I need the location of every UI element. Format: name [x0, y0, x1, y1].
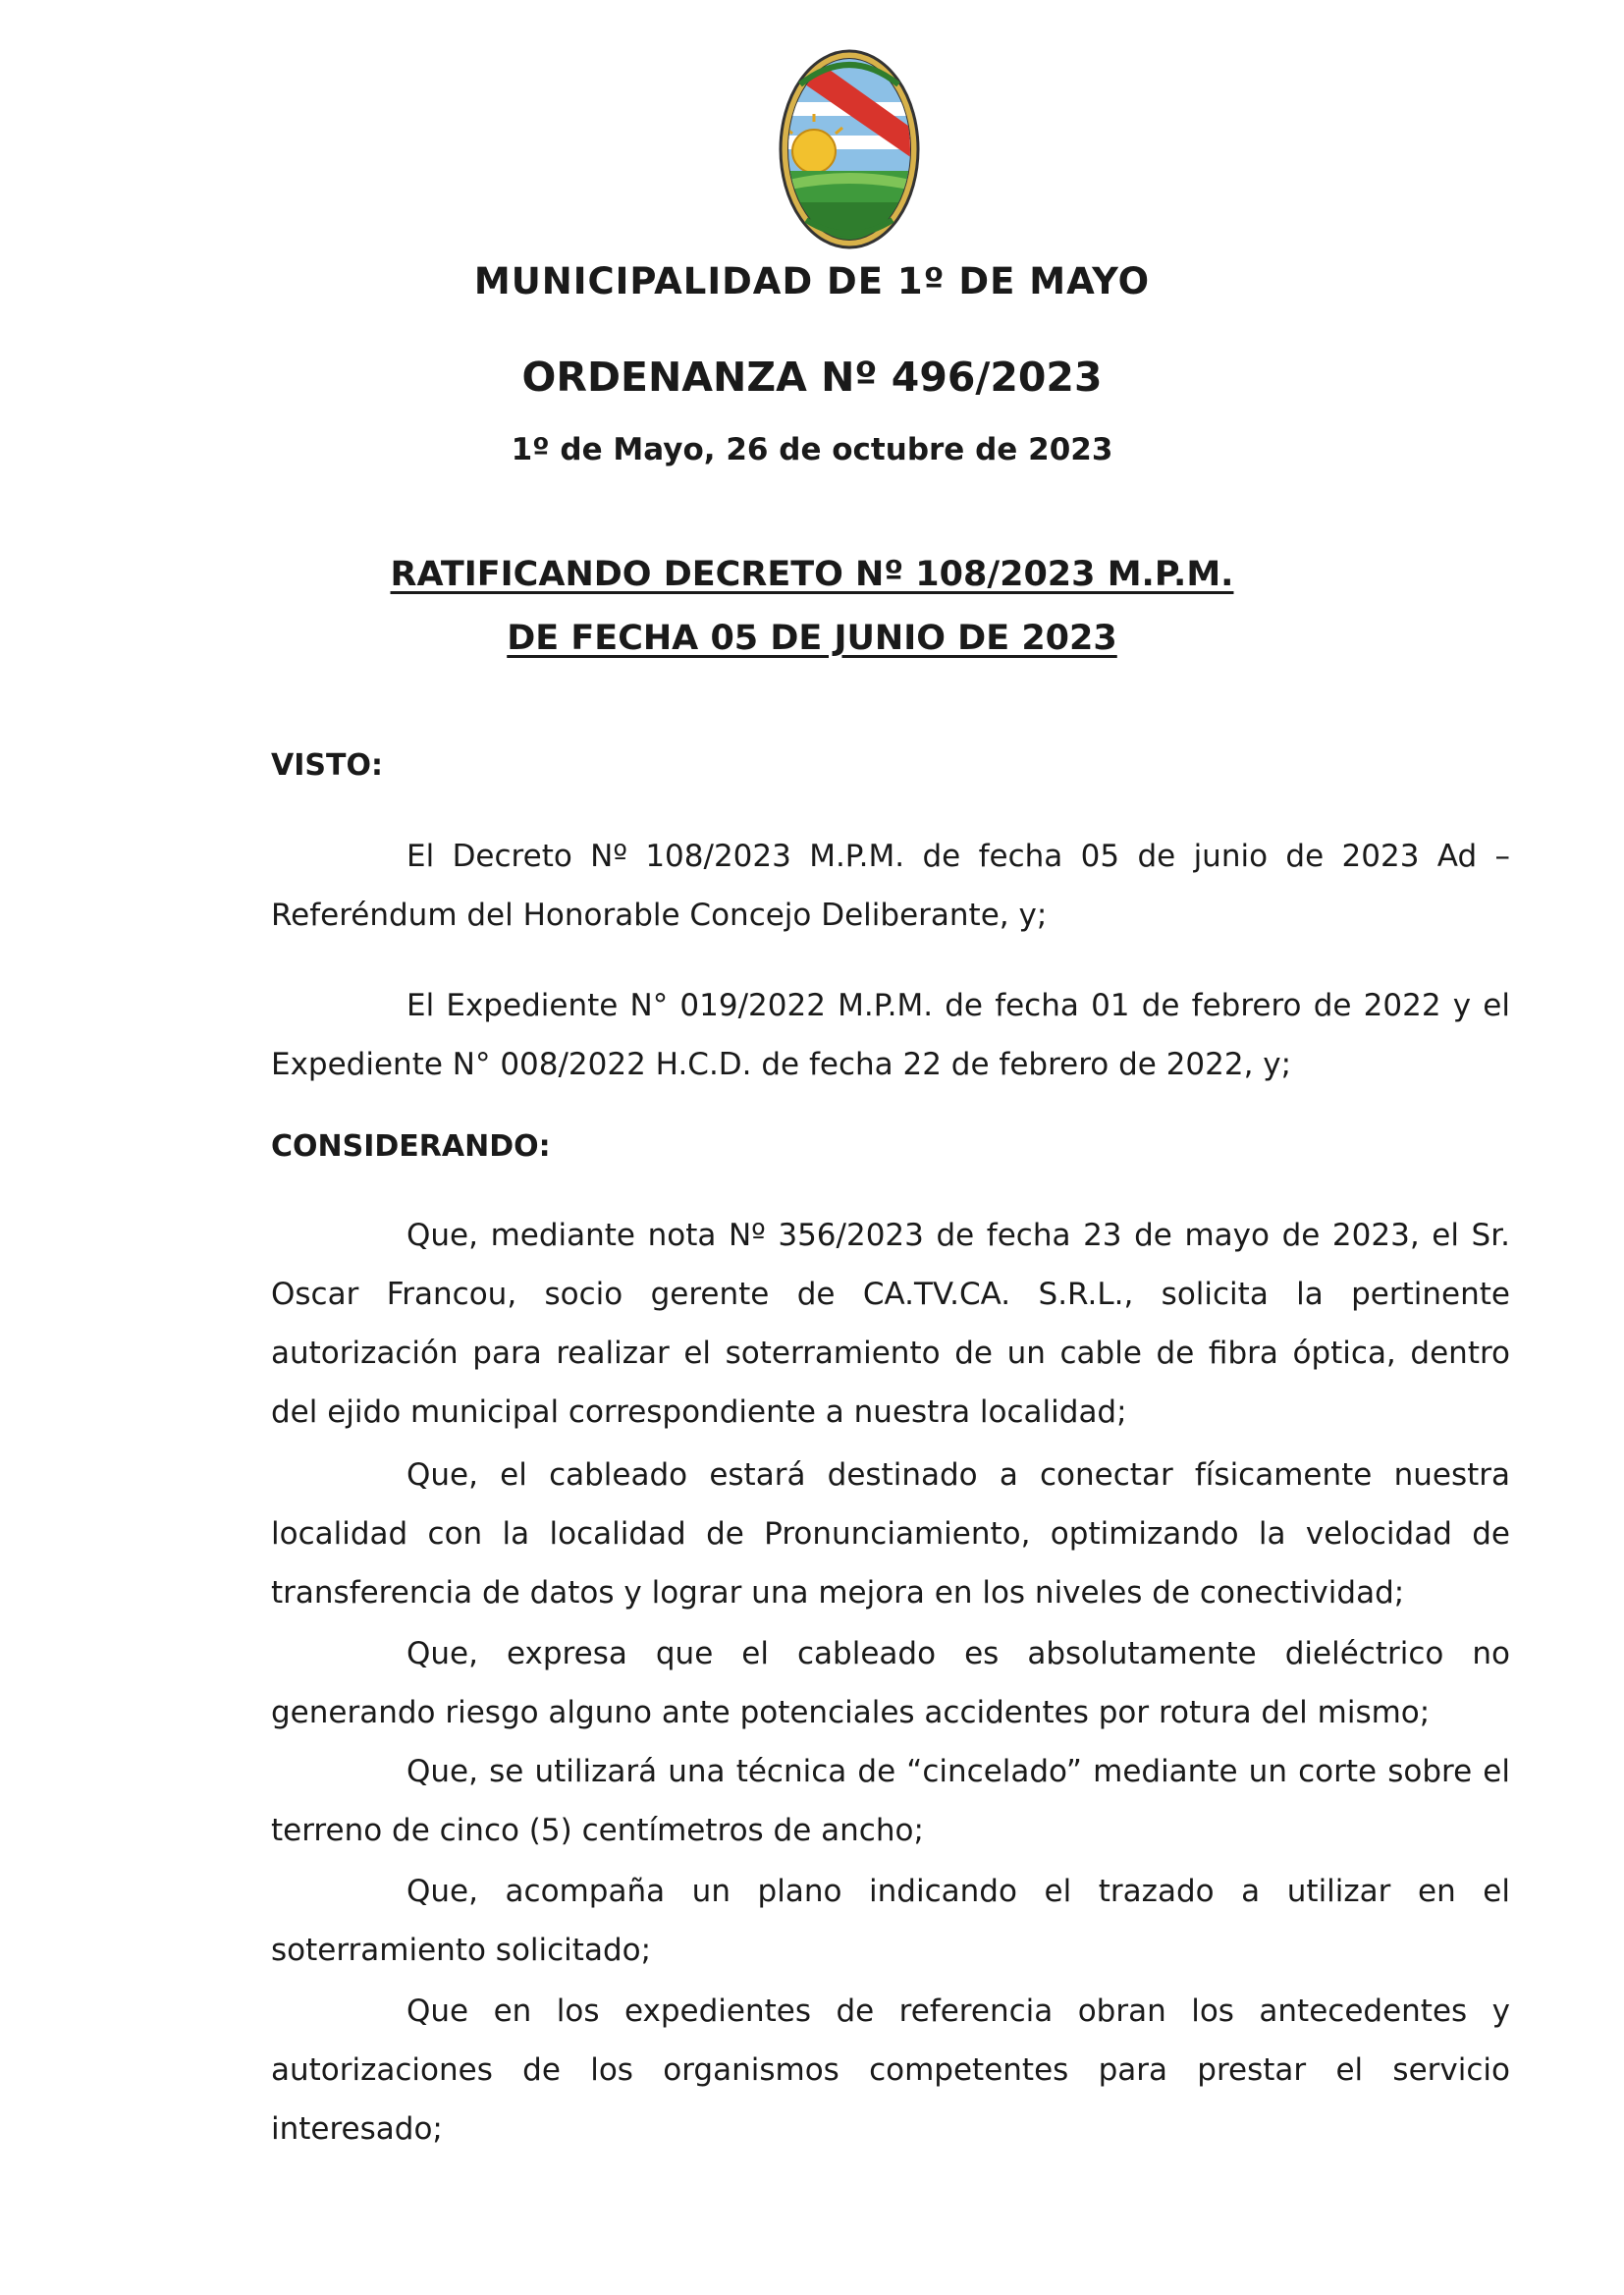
municipality-name: MUNICIPALIDAD DE 1º DE MAYO	[473, 260, 1151, 302]
ordinance-date: 1º de Mayo, 26 de octubre de 2023	[511, 432, 1113, 467]
visto-paragraph-1: El Decreto Nº 108/2023 M.P.M. de fecha 05 de junio de 2023 Ad – Referéndum del Honorable Concejo Deliberante, y;	[271, 839, 1510, 933]
subject-line-2: DE FECHA 05 DE JUNIO DE 2023	[507, 619, 1117, 658]
considerando-paragraph-6: Que en los expedientes de referencia obran los antecedentes y autorizaciones de los organismos competentes para prestar el servicio interesado;	[271, 1994, 1510, 2147]
considerando-paragraph-3: Que, expresa que el cableado es absolutamente dieléctrico no generando riesgo alguno ante potenciales accidentes por rotura del mismo;	[271, 1636, 1510, 1730]
considerando-heading: CONSIDERANDO:	[271, 1129, 551, 1164]
considerando-paragraph-4: Que, se utilizará una técnica de “cincelado” mediante un corte sobre el terreno de cinco (5) centímetros de ancho;	[271, 1754, 1510, 1848]
visto-paragraph-2: El Expediente N° 019/2022 M.P.M. de fecha 01 de febrero de 2022 y el Expediente N° 008/2022 H.C.D. de fecha 22 de febrero de 2022, y;	[271, 988, 1510, 1082]
considerando-paragraph-5: Que, acompaña un plano indicando el trazado a utilizar en el soterramiento solicitado;	[271, 1874, 1510, 1968]
ordinance-title: ORDENANZA Nº 496/2023	[521, 354, 1103, 401]
visto-heading: VISTO:	[271, 748, 383, 783]
subject-line-1: RATIFICANDO DECRETO Nº 108/2023 M.P.M.	[390, 555, 1234, 594]
municipal-crest-icon	[777, 45, 922, 253]
considerando-paragraph-1: Que, mediante nota Nº 356/2023 de fecha 23 de mayo de 2023, el Sr. Oscar Francou, socio gerente de CA.TV.CA. S.R.L., solicita la pertinente autorización para realizar el soterramiento de un cable de fibra óptica, dentro del ejido municipal correspondiente a nuestra localidad;	[271, 1218, 1510, 1430]
considerando-paragraph-2: Que, el cableado estará destinado a conectar físicamente nuestra localidad con la localidad de Pronunciamiento, optimizando la velocidad de transferencia de datos y lograr una mejora en los niveles de conectividad;	[271, 1457, 1510, 1611]
